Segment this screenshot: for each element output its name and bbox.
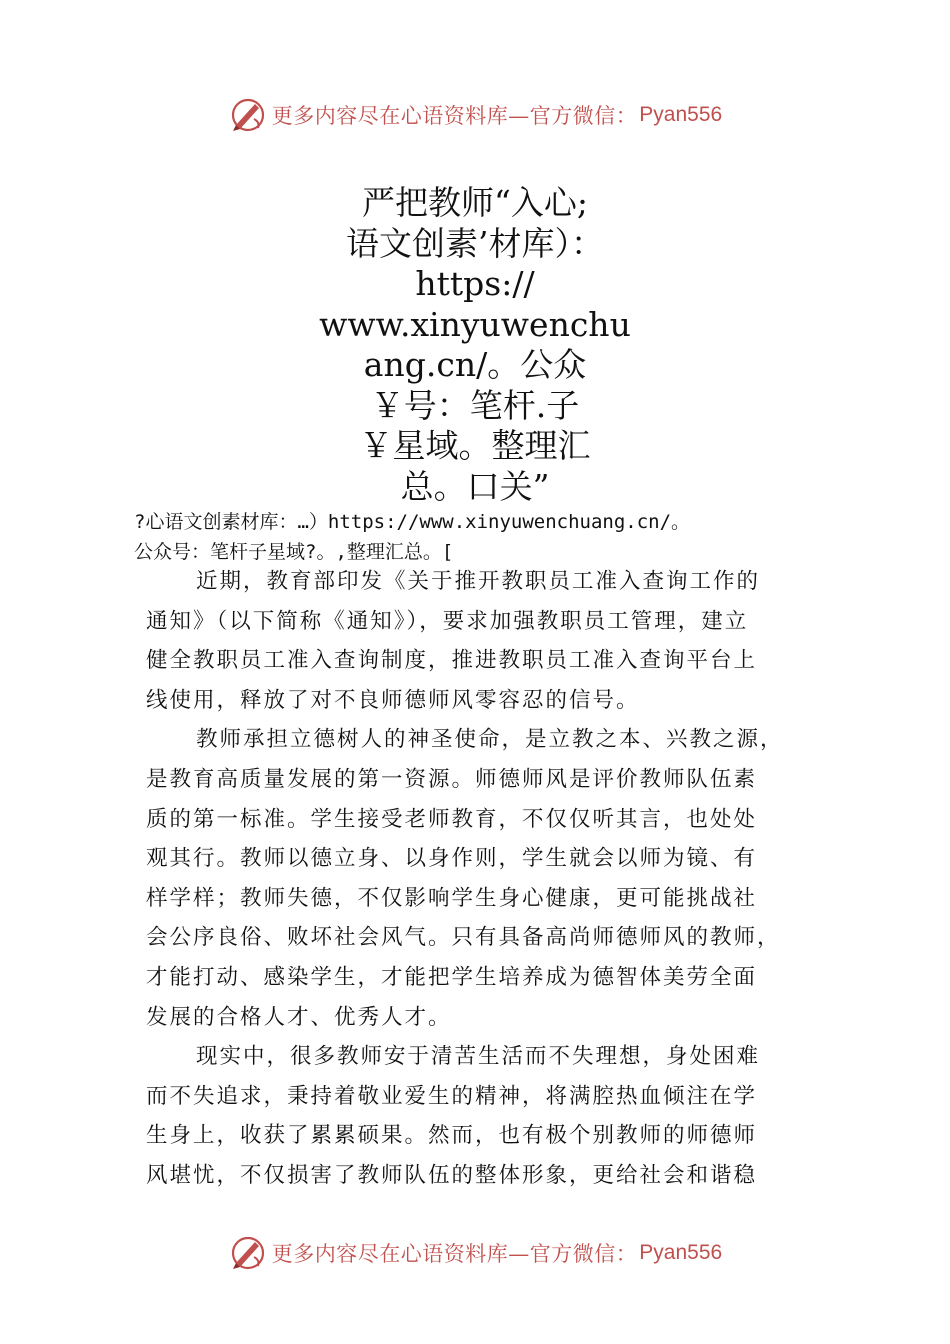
paragraph-line: 观其行。教师以德立身、以身作则，学生就会以师为镜、有 [146, 846, 758, 872]
banner-wechat-id: Pyan556 [639, 103, 723, 126]
pen-logo-icon [228, 95, 268, 135]
title-line: 严把教师“入心; [362, 183, 588, 222]
paragraph-line: 样学样；教师失德，不仅影响学生身心健康，更可能挑战社 [146, 885, 758, 911]
paragraph-line: 通知》（以下简称《通知》），要求加强教职员工管理，建立 [146, 608, 749, 634]
title-line: 语文创素’材库）： [346, 223, 604, 263]
paragraph-line: 而不失追求，秉持着敬业爱生的精神，将满腔热血倾注在学 [146, 1083, 758, 1109]
paragraph-line: 线使用，释放了对不良师德师风零容忍的信号。 [146, 687, 640, 713]
header-banner [0, 95, 950, 135]
paragraph-line: 现实中，很多教师安于清苦生活而不失理想，身处困难 [196, 1044, 761, 1070]
document-title [0, 183, 950, 507]
banner-wechat-id: Pyan556 [639, 1241, 723, 1264]
paragraph-line: 会公序良俗、败坏社会风气。只有具备高尚师德师风的教师， [146, 925, 781, 951]
paragraph-line: 才能打动、感染学生，才能把学生培养成为德智体美劳全面 [146, 964, 758, 990]
paragraph-line: 健全教职员工准入查询制度，推进教职员工准入查询平台上 [146, 648, 758, 674]
paragraph-line: 风堪忧，不仅损害了教师队伍的整体形象，更给社会和谐稳 [146, 1162, 758, 1188]
pen-logo-icon [228, 1233, 268, 1273]
title-line: ￥号：笔杆.子 [370, 385, 580, 425]
paragraph-line: 教师承担立德树人的神圣使命，是立教之本、兴教之源， [196, 727, 784, 753]
article-body [146, 562, 818, 1196]
banner-text: 更多内容尽在心语资料库—官方微信： [271, 1242, 638, 1266]
paragraph [146, 562, 818, 720]
title-line: 总。口关” [400, 466, 550, 506]
paragraph-line: 生身上，收获了累累硕果。然而，也有极个别教师的师德师 [146, 1123, 758, 1149]
source-line: ?心语文创素材库：…）https://www.xinyuwenchuang.cn/。 [134, 511, 691, 533]
banner-text: 更多内容尽在心语资料库—官方微信： [271, 104, 638, 128]
title-line: ￥星域。整理汇 [359, 426, 591, 465]
paragraph-line: 是教育高质量发展的第一资源。师德师风是评价教师队伍素 [146, 766, 758, 792]
paragraph-line: 近期，教育部印发《关于推开教职员工准入查询工作的 [196, 569, 761, 594]
title-line: ang.cn/。公众 [363, 345, 587, 384]
title-line: www.xinyuwenchu [319, 304, 631, 344]
source-note [134, 507, 824, 567]
paragraph [146, 1037, 818, 1195]
footer-banner [0, 1233, 950, 1273]
paragraph-line: 质的第一标准。学生接受老师教育，不仅仅听其言，也处处 [146, 806, 758, 832]
source-line: 公众号：笔杆子星域?。,整理汇总。[ [134, 541, 454, 563]
paragraph [146, 720, 818, 1037]
title-line: https:// [415, 264, 535, 303]
paragraph-line: 发展的合格人才、优秀人才。 [146, 1004, 452, 1030]
